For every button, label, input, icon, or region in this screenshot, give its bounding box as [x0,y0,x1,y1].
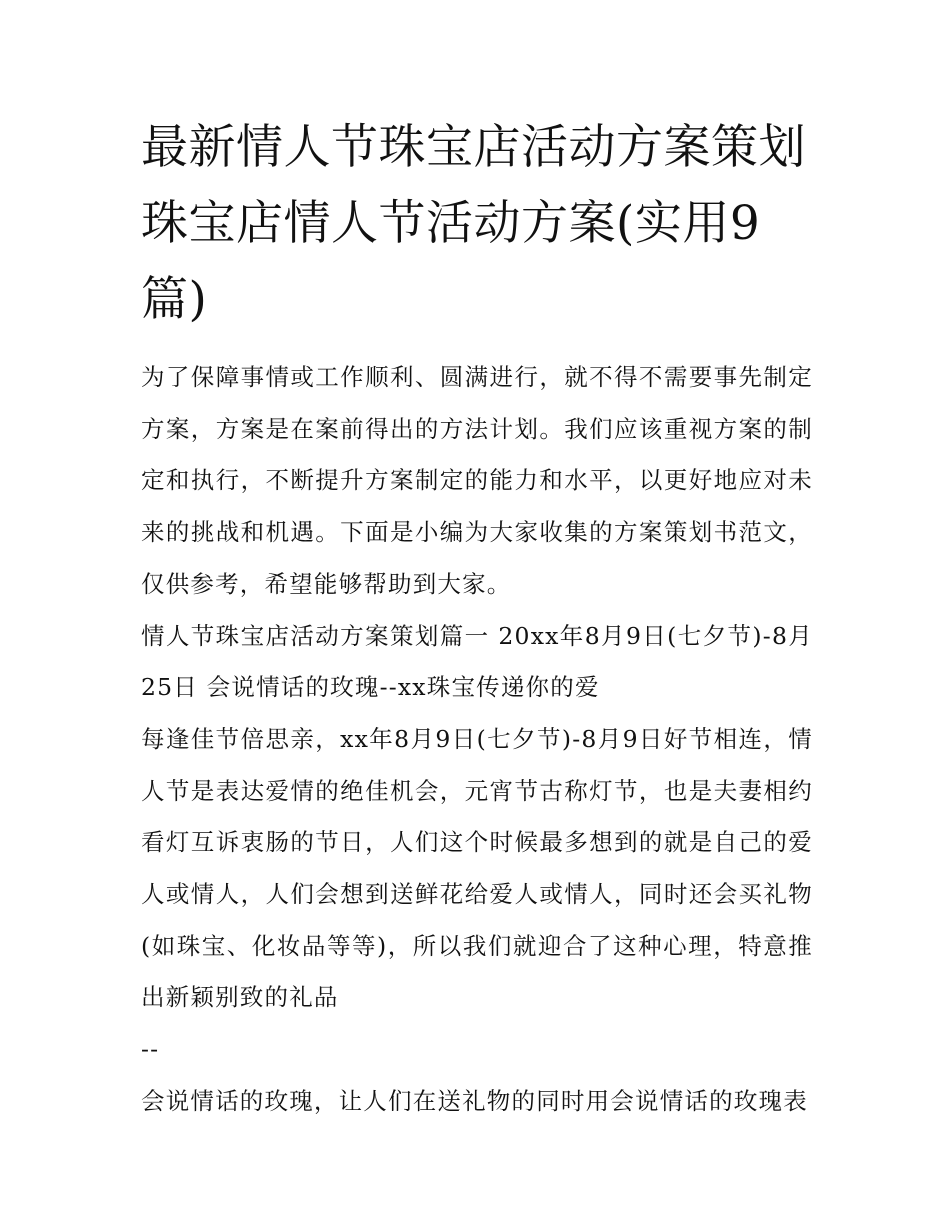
document-body [141,110,813,1128]
intro-paragraph: 为了保障事情或工作顺利、圆满进行，就不得不需要事先制定方案，方案是在案前得出的方法计划。我们应该重视方案的制定和执行，不断提升方案制定的能力和水平，以更好地应对未来的挑战和机遇。下面是小编为大家收集的方案策划书范文，仅供参考，希望能够帮助到大家。 [141,363,813,598]
separator-paragraph: -- [141,1035,160,1064]
document-title: 最新情人节珠宝店活动方案策划 珠宝店情人节活动方案(实用9篇) [141,120,806,327]
section-heading-paragraph: 情人节珠宝店活动方案策划篇一 20xx年8月9日(七夕节)-8月25日 会说情话的玫瑰--xx珠宝传递你的爱 [141,621,813,702]
body-paragraph-continued: 会说情话的玫瑰，让人们在送礼物的同时用会说情话的玫瑰表 [141,1086,808,1115]
body-paragraph: 每逢佳节倍思亲，xx年8月9日(七夕节)-8月9日好节相连，情人节是表达爱情的绝佳机会，元宵节古称灯节，也是夫妻相约看灯互诉衷肠的节日，人们这个时候最多想到的就是自己的爱人或情人，人们会想到送鲜花给爱人或情人，同时还会买礼物(如珠宝、化妆品等等)，所以我们就迎合了这种心理，特意推出新颖别致的礼品 [141,724,813,1012]
